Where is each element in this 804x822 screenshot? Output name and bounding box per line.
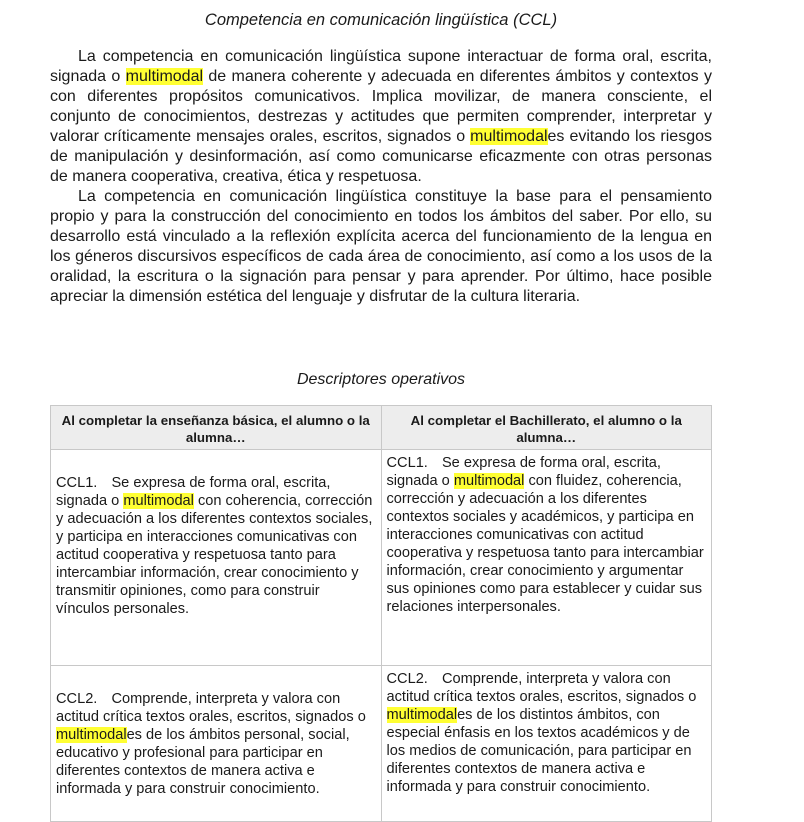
table-row (51, 666, 712, 822)
descriptor-text: Comprende, interpreta y valora con actitud crítica textos orales, escritos, signados o (386, 671, 697, 705)
descriptor-code: CCL2. (386, 671, 428, 687)
descriptor-text: Se expresa de forma oral, escrita, signada o (56, 475, 331, 509)
descriptor-text: es de los ámbitos personal, social, educativo y profesional para participar en diferentes contextos de manera activa e informada y para construir conocimiento. (56, 727, 350, 797)
highlight-multimodal: multimodal (125, 68, 204, 85)
paragraph-1 (50, 47, 712, 187)
cell-ccl1-basic (51, 450, 382, 666)
descriptor-text: es de los distintos ámbitos, con especial énfasis en los textos académicos y de los medios de comunicación, para participar en diferentes contextos de manera activa e informada y para construir conocimiento. (386, 707, 692, 795)
descriptor-text: con fluidez, coherencia, corrección y adecuación a los diferentes contextos sociales y académicos, y participa en interacciones comunicativas con actitud cooperativa y respetuosa tanto para intercambiar información, crear conocimiento y argumentar sus opiniones como para establecer y cuidar sus relaciones interpersonales. (386, 473, 704, 615)
highlight-multimodal: multimodal (470, 128, 548, 145)
paragraph-1-part-2: de manera coherente y adecuada en diferentes ámbitos y contextos y con diferentes propósitos comunicativos. Implica movilizar, de manera consciente, el conjunto de conocimientos, destrezas y actitudes que permiten comprender, interpretar y valorar críticamente mensajes orales, escritos, signados o (50, 68, 712, 145)
paragraph-1-part-1: La competencia en comunicación lingüística supone interactuar de forma oral, escrita, signada o (50, 48, 712, 85)
header-bachillerato: Al completar el Bachillerato, el alumno o la alumna… (381, 406, 712, 450)
paragraph-1-part-3: es evitando los riesgos de manipulación y desinformación, así como comunicarse eficazmente con otras personas de manera cooperativa, creativa, ética y respetuosa. (50, 128, 712, 185)
descriptor-text: con coherencia, corrección y adecuación a los diferentes contextos sociales, y participa en interacciones comunicativas con actitud cooperativa y respetuosa tanto para intercambiar información, crear conocimiento y transmitir opiniones, como para construir vínculos personales. (56, 493, 373, 617)
highlight-multimodal: multimodal (453, 473, 525, 489)
descriptor-code: CCL2. (56, 691, 98, 707)
section-subtitle: Descriptores operativos (296, 371, 466, 388)
descriptor-code: CCL1. (56, 475, 98, 491)
descriptor-text: Se expresa de forma oral, escrita, signada o (386, 455, 661, 489)
descriptor-code: CCL1. (386, 455, 428, 471)
descriptor-text: Comprende, interpreta y valora con actitud crítica textos orales, escritos, signados o (56, 691, 366, 725)
intro-text (50, 47, 712, 307)
paragraph-2: La competencia en comunicación lingüística constituye la base para el pensamiento propio y para la construcción del conocimiento en todos los ámbitos del saber. Por ello, su desarrollo está vinculado a la reflexión explícita acerca del funcionamiento de la lengua en los géneros discursivos específicos de cada área de conocimiento, así como a los usos de la oralidad, la escritura o la signación para pensar y para aprender. Por último, hace posible apreciar la dimensión estética del lenguaje y disfrutar de la cultura literaria. (50, 188, 712, 305)
cell-ccl1-bachillerato (381, 450, 712, 666)
cell-ccl2-basic (51, 666, 382, 822)
document-title: Competencia en comunicación lingüística (CCL) (204, 11, 558, 29)
cell-ccl2-bachillerato (381, 666, 712, 822)
table-row (51, 450, 712, 666)
highlight-multimodal: multimodal (56, 727, 127, 743)
header-basic: Al completar la enseñanza básica, el alumno o la alumna… (51, 406, 382, 450)
table-header-row (51, 406, 712, 450)
highlight-multimodal: multimodal (386, 707, 458, 723)
descriptors-table (50, 405, 712, 822)
highlight-multimodal: multimodal (123, 493, 194, 509)
